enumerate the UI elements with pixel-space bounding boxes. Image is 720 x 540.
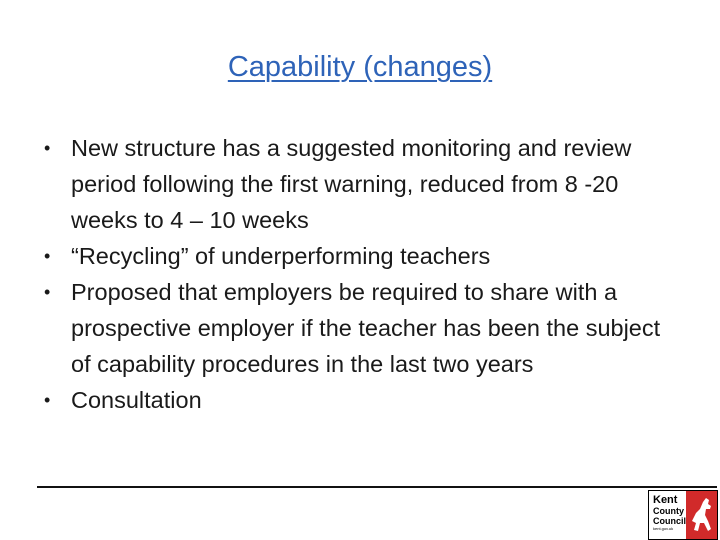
bullet-icon: • [44,246,51,266]
footer-divider [37,486,717,488]
bullet-icon: • [44,390,51,410]
bullet-item-monitoring [44,130,684,238]
bullet-item-sharing [44,274,684,382]
bullet-text: “Recycling” of underperforming teachers [71,243,491,269]
logo-line-kent: Kent [653,494,678,506]
bullet-list [44,130,684,418]
white-horse-icon-svg [686,491,718,539]
kent-county-council-logo [648,490,718,540]
logo-line-council: Council [653,516,686,526]
logo-url: kent.gov.uk [653,526,674,531]
bullet-item-recycling [44,238,684,274]
logo-wordmark [649,491,686,539]
bullet-text: New structure has a suggested monitoring and review period following the first warning, reduced from 8 -20 weeks to 4 – 10 weeks [71,135,632,233]
slide-title: Capability (changes) [227,51,493,83]
logo-line-county: County [653,506,684,516]
bullet-text: Proposed that employers be required to share with a prospective employer if the teacher has been the subject of capability procedures in the last two years [71,279,661,377]
bullet-icon: • [44,138,51,158]
bullet-icon: • [44,282,51,302]
bullet-item-consultation [44,382,684,418]
bullet-text: Consultation [71,387,202,413]
white-horse-icon [686,491,718,539]
